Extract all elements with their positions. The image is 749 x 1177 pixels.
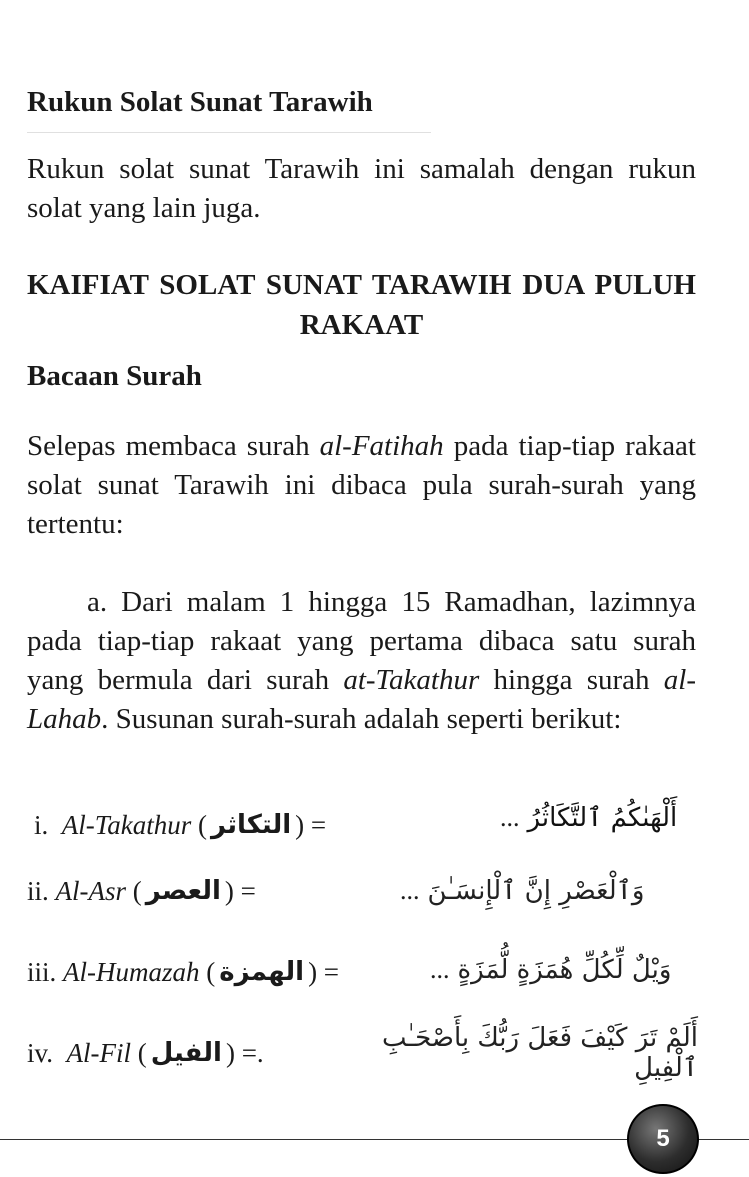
paren-close: ) =. bbox=[225, 1037, 264, 1068]
point-a-italic-1: at-Takathur bbox=[343, 664, 480, 696]
intro-text-2: pada tiap-tiap rakaat solat sunat Tarawih ini dibaca pula surah-surah yang tertentu: bbox=[27, 430, 696, 540]
intro-paragraph bbox=[27, 427, 696, 544]
paren-open: ( bbox=[206, 956, 216, 987]
page-number: 5 bbox=[656, 1125, 670, 1152]
point-a-text-2: hingga surah bbox=[479, 664, 664, 696]
verse-text: وَيْلٌ لِّكُلِّ هُمَزَةٍ لُّمَزَةٍ bbox=[457, 955, 672, 985]
section-title: Rukun Solat Sunat Tarawih bbox=[27, 86, 373, 118]
verse-humazah bbox=[430, 945, 698, 995]
paren-open: ( bbox=[137, 1037, 147, 1068]
title-underline bbox=[27, 132, 431, 133]
surah-name: Al-Humazah bbox=[63, 956, 200, 987]
item-number: iv. bbox=[27, 1037, 53, 1068]
surah-arabic-name: الهمزة bbox=[219, 957, 305, 987]
verse-text: أَلْهَىٰكُمُ ٱلتَّكَاثُرُ bbox=[527, 803, 678, 833]
verse-ellipsis: ... bbox=[500, 803, 520, 832]
verse-ellipsis: ... bbox=[400, 876, 420, 905]
verse-takathur bbox=[500, 788, 696, 848]
surah-arabic-name: الفيل bbox=[150, 1038, 222, 1068]
surah-arabic-name: العصر bbox=[145, 876, 221, 906]
surah-item-asr bbox=[27, 866, 256, 916]
paren-open: ( bbox=[132, 875, 142, 906]
rukun-paragraph: Rukun solat sunat Tarawih ini samalah dengan rukun solat yang lain juga. bbox=[27, 153, 696, 224]
page-number-badge bbox=[627, 1104, 699, 1174]
verse-ellipsis: ... bbox=[430, 955, 450, 984]
surah-item-takathur bbox=[34, 800, 326, 850]
kaifiat-heading: KAIFIAT SOLAT SUNAT TARAWIH DUA PULUH RAKAAT bbox=[27, 269, 696, 341]
paren-close: ) = bbox=[295, 809, 327, 840]
surah-name: Al-Fil bbox=[66, 1037, 131, 1068]
point-a-italic-2: al-Lahab bbox=[27, 664, 696, 735]
surah-name: Al-Asr bbox=[55, 875, 127, 906]
item-number: iii. bbox=[27, 956, 57, 987]
intro-text-1: Selepas membaca surah bbox=[27, 430, 320, 462]
surah-name: Al-Takathur bbox=[61, 809, 192, 840]
bacaan-surah-heading: Bacaan Surah bbox=[27, 360, 202, 392]
paren-close: ) = bbox=[224, 875, 256, 906]
surah-item-humazah bbox=[27, 947, 339, 997]
point-a-text-3: . Susunan surah-surah adalah seperti berikut: bbox=[101, 703, 622, 735]
verse-text: أَلَمْ تَرَ كَيْفَ فَعَلَ رَبُّكَ بِأَصْحَـٰبِ ٱلْفِيلِ bbox=[381, 1023, 698, 1083]
point-a-text-1: a. Dari malam 1 hingga 15 Ramadhan, lazimnya pada tiap-tiap rakaat yang pertama dibaca satu surah yang bermula dari surah bbox=[27, 586, 696, 696]
verse-asr bbox=[400, 866, 698, 916]
surah-arabic-name: التكاثر bbox=[211, 810, 292, 840]
paren-open: ( bbox=[198, 809, 208, 840]
point-a-paragraph bbox=[27, 583, 696, 739]
item-number: i. bbox=[34, 809, 49, 840]
intro-italic: al-Fatihah bbox=[319, 430, 444, 462]
paren-close: ) = bbox=[308, 956, 340, 987]
surah-item-fil bbox=[27, 1028, 264, 1078]
item-number: ii. bbox=[27, 875, 49, 906]
verse-text: وَٱلْعَصْرِ إِنَّ ٱلْإِنسَـٰنَ bbox=[427, 876, 645, 906]
verse-fil bbox=[312, 1023, 698, 1083]
